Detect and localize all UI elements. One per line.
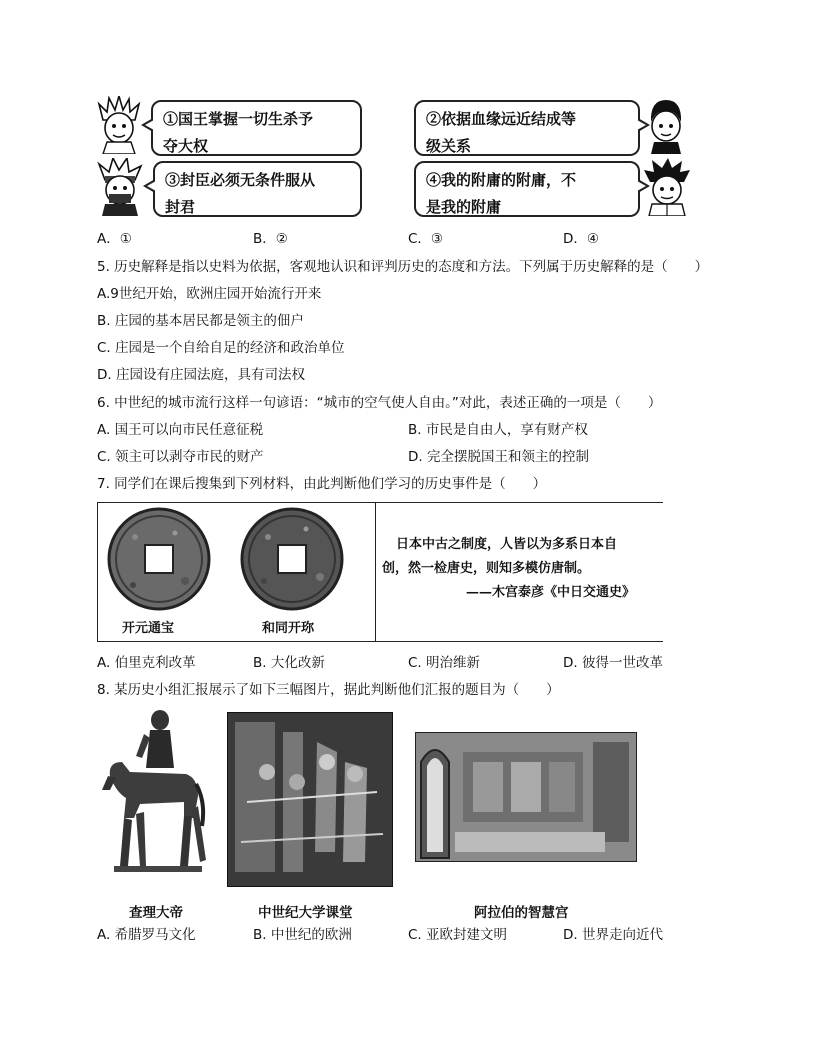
speech-bubble-4	[414, 161, 640, 217]
q5-option-c[interactable]: C. 庄园是一个自给自足的经济和政治单位	[97, 340, 345, 356]
q7-material-divider	[375, 502, 376, 642]
q4-option-c[interactable]: C．③	[408, 231, 444, 247]
q6-stem: 6. 中世纪的城市流行这样一句谚语：“城市的空气使人自由。”对此，表述正确的一项是（ ）	[97, 395, 662, 411]
q4-option-b[interactable]: B．②	[253, 231, 288, 247]
q7-option-a[interactable]: A. 伯里克利改革	[97, 655, 196, 671]
q8-option-b[interactable]: B. 中世纪的欧洲	[253, 927, 352, 943]
cartoon-boy-dark-hair-icon	[646, 96, 686, 154]
bubble-3-line-2: 封君	[165, 198, 196, 216]
caption-charlemagne: 查理大帝	[129, 905, 183, 921]
q5-option-d[interactable]: D. 庄园设有庄园法庭，具有司法权	[97, 367, 305, 383]
q6-option-a[interactable]: A. 国王可以向市民任意征税	[97, 422, 264, 438]
quote-line-2: 创，然一检唐史，则知多模仿唐制。	[382, 561, 591, 576]
q5-option-a[interactable]: A.9世纪开始，欧洲庄园开始流行开来	[97, 286, 322, 302]
bubble-4-line-1: ④我的附庸的附庸，不	[426, 171, 577, 189]
bubble-1-line-1: ①国王掌握一切生杀予	[163, 110, 314, 128]
q6-option-d[interactable]: D. 完全摆脱国王和领主的控制	[408, 449, 589, 465]
q7-option-d[interactable]: D. 彼得一世改革	[563, 655, 663, 671]
caption-house-of-wisdom: 阿拉伯的智慧宫	[474, 905, 569, 921]
q8-stem: 8. 某历史小组汇报展示了如下三幅图片，据此判断他们汇报的题目为（ ）	[97, 682, 560, 698]
caption-university-classroom: 中世纪大学课堂	[258, 905, 353, 921]
house-of-wisdom-image	[415, 732, 637, 862]
q8-option-d[interactable]: D. 世界走向近代	[563, 927, 663, 943]
q8-option-a[interactable]: A. 希腊罗马文化	[97, 927, 196, 943]
q4-option-a[interactable]: A．①	[97, 231, 132, 247]
hedo-kaichin-coin-image	[238, 507, 348, 611]
speech-bubble-1	[151, 100, 362, 156]
charlemagne-statue-image	[100, 706, 206, 896]
q7-stem: 7. 同学们在课后搜集到下列材料，由此判断他们学习的历史事件是（ ）	[97, 476, 547, 492]
q7-option-c[interactable]: C. 明治维新	[408, 655, 481, 671]
bubble-3-line-1: ③封臣必须无条件服从	[165, 171, 316, 189]
coin-label-kaiyuan: 开元通宝	[122, 621, 175, 636]
q5-stem: 5. 历史解释是指以史料为依据，客观地认识和评判历史的态度和方法。下列属于历史解释的是（ ）	[97, 259, 709, 275]
medieval-university-classroom-image	[227, 712, 393, 887]
q8-option-c[interactable]: C. 亚欧封建文明	[408, 927, 508, 943]
bubble-4-line-2: 是我的附庸	[426, 198, 502, 216]
q6-option-c[interactable]: C. 领主可以剥夺市民的财产	[97, 449, 264, 465]
cartoon-ninja-boy-icon	[97, 158, 143, 216]
coin-label-hedo: 和同开珎	[262, 621, 315, 636]
q7-option-b[interactable]: B. 大化改新	[253, 655, 325, 671]
q6-option-b[interactable]: B. 市民是自由人，享有财产权	[408, 422, 588, 438]
bubble-2-line-2: 级关系	[426, 137, 472, 155]
cartoon-boy-messy-hair-icon	[644, 158, 690, 216]
quote-line-1: 日本中古之制度，人皆以为多系日本自	[396, 537, 618, 552]
bubble-1-line-2: 夺大权	[163, 137, 209, 155]
quote-source: ——木宫泰彦《中日交通史》	[466, 585, 636, 600]
speech-bubble-3	[153, 161, 362, 217]
cartoon-boy-spiky-hair-icon	[97, 96, 141, 154]
q4-option-d[interactable]: D．④	[563, 231, 599, 247]
bubble-2-line-1: ②依据血缘远近结成等	[426, 110, 577, 128]
q5-option-b[interactable]: B. 庄园的基本居民都是领主的佃户	[97, 313, 304, 329]
kaiyuan-tongbao-coin-image	[105, 507, 215, 611]
speech-bubble-2	[414, 100, 640, 156]
